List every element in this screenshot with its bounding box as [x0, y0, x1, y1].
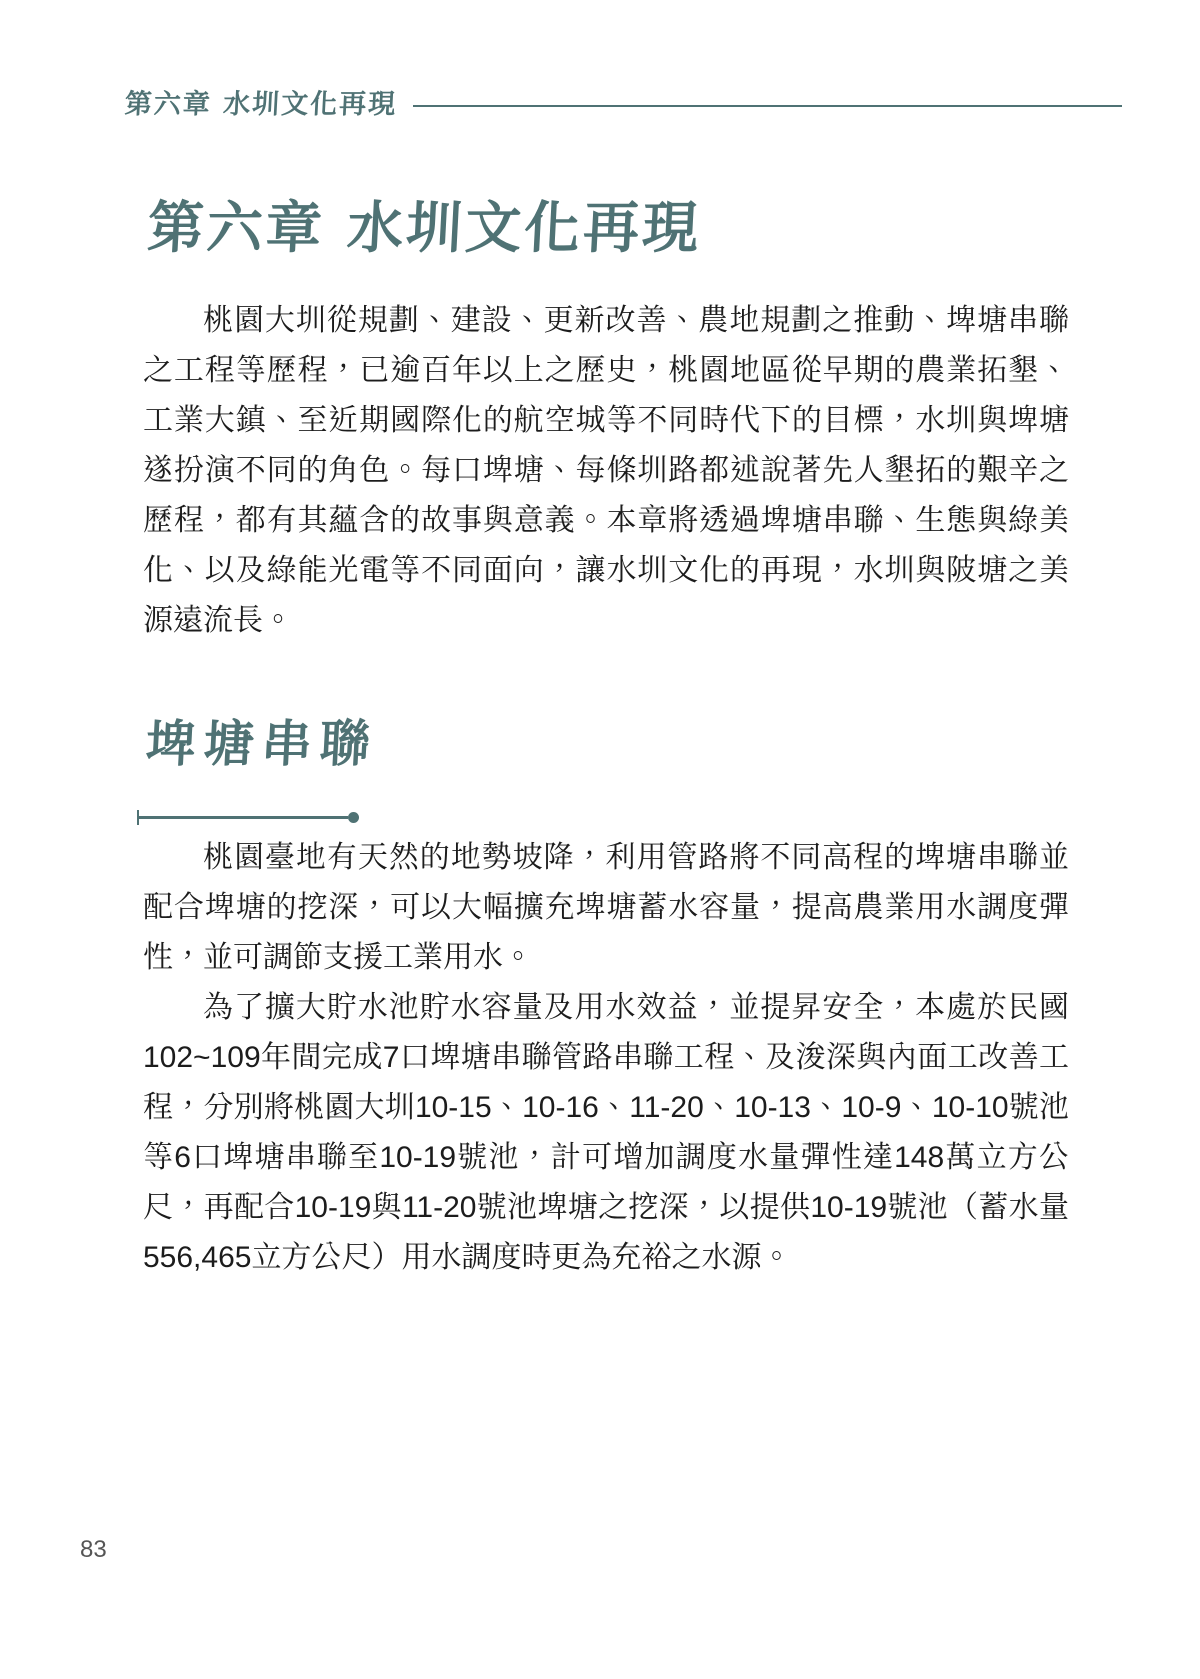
- section-heading: 埤塘串聯: [144, 714, 380, 773]
- chapter-header-label: 第六章 水圳文化再現: [124, 89, 399, 120]
- header-rule: [413, 105, 1122, 107]
- underline-line: [139, 816, 348, 819]
- intro-paragraph-block: [143, 296, 1069, 646]
- page-number: 83: [80, 1536, 107, 1563]
- underline-end-dot: [348, 812, 359, 823]
- body-paragraph: 桃園臺地有天然的地勢坡降，利用管路將不同高程的埤塘串聯並配合埤塘的挖深，可以大幅擴充埤塘蓄水容量，提高農業用水調度彈性，並可調節支援工業用水。: [143, 841, 1069, 974]
- section-heading-underline: [137, 810, 359, 825]
- section-body: [143, 833, 1069, 1283]
- chapter-header: [125, 82, 1122, 121]
- page-title: 第六章 水圳文化再現: [146, 195, 704, 261]
- intro-paragraph: 桃園大圳從規劃、建設、更新改善、農地規劃之推動、埤塘串聯之工程等歷程，已逾百年以上之歷史，桃園地區從早期的農業拓墾、工業大鎮、至近期國際化的航空城等不同時代下的目標，水圳與埤塘遂扮演不同的角色。每口埤塘、每條圳路都述說著先人墾拓的艱辛之歷程，都有其蘊含的故事與意義。本章將透過埤塘串聯、生態與綠美化、以及綠能光電等不同面向，讓水圳文化的再現，水圳與陂塘之美源遠流長。: [143, 304, 1069, 637]
- body-paragraph: 為了擴大貯水池貯水容量及用水效益，並提昇安全，本處於民國102~109年間完成7口埤塘串聯管路串聯工程、及浚深與內面工改善工程，分別將桃園大圳10-15、10-16、11-20、10-13、10-9、10-10號池等6口埤塘串聯至10-19號池，計可增加調度水量彈性達148萬立方公尺，再配合10-19與11-20號池埤塘之挖深，以提供10-19號池（蓄水量556,465立方公尺）用水調度時更為充裕之水源。: [143, 991, 1069, 1274]
